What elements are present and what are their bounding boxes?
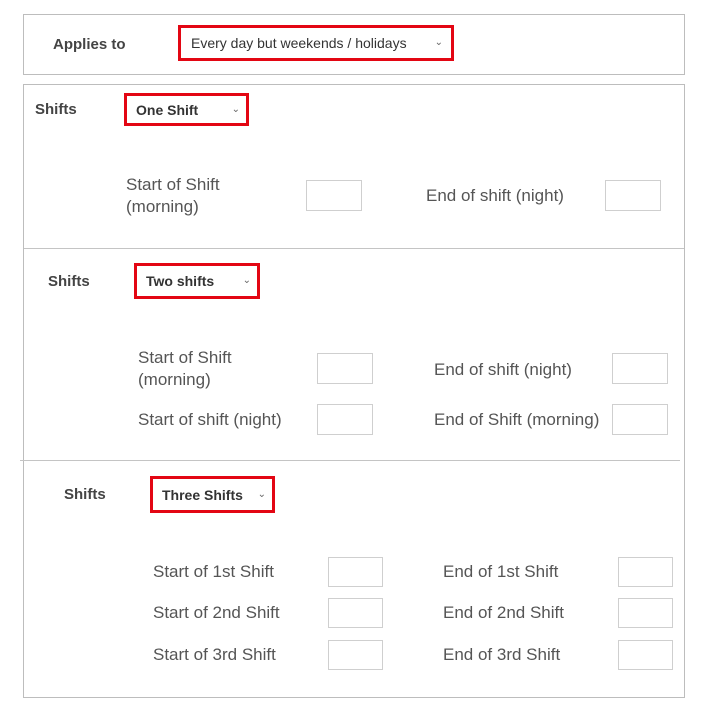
end-2nd-shift-input[interactable] — [618, 598, 673, 628]
two-shifts-dropdown[interactable] — [134, 263, 260, 299]
one-shift-value: One Shift — [136, 101, 199, 118]
two-shifts-section-label: Shifts — [48, 273, 90, 290]
applies-to-dropdown[interactable] — [178, 25, 454, 61]
chevron-down-icon: ⌄ — [231, 103, 240, 115]
two-shifts-start-night-label: Start of shift (night) — [138, 410, 282, 429]
end-of-shift-input[interactable] — [605, 180, 661, 211]
chevron-down-icon: ⌄ — [242, 274, 251, 286]
start-1st-shift-input[interactable] — [328, 557, 383, 587]
start-3rd-shift-input[interactable] — [328, 640, 383, 670]
applies-to-value: Every day but weekends / holidays — [191, 35, 407, 51]
three-shifts-section-label: Shifts — [64, 486, 106, 503]
end-1st-shift-input[interactable] — [618, 557, 673, 587]
end-1st-shift-label: End of 1st Shift — [443, 562, 559, 581]
end-2nd-shift-label: End of 2nd Shift — [443, 603, 564, 622]
end-3rd-shift-input[interactable] — [618, 640, 673, 670]
three-shifts-value: Three Shifts — [162, 486, 243, 503]
start-1st-shift-label: Start of 1st Shift — [153, 562, 274, 581]
start-of-shift-label: Start of Shift (morning) — [126, 175, 220, 216]
two-shifts-end-night-label: End of shift (night) — [434, 360, 572, 379]
two-shifts-end-morning-label: End of Shift (morning) — [434, 410, 600, 429]
two-shifts-start-night-input[interactable] — [317, 404, 373, 435]
applies-to-label: Applies to — [53, 36, 126, 53]
chevron-down-icon: ⌄ — [257, 488, 266, 500]
chevron-down-icon: ⌄ — [434, 36, 443, 48]
two-shifts-start-morning-label: Start of Shift (morning) — [138, 348, 232, 389]
one-shift-dropdown[interactable] — [124, 93, 249, 126]
two-shifts-end-morning-input[interactable] — [612, 404, 668, 435]
start-2nd-shift-input[interactable] — [328, 598, 383, 628]
section-divider — [20, 460, 680, 461]
three-shifts-dropdown[interactable] — [150, 476, 275, 513]
start-2nd-shift-label: Start of 2nd Shift — [153, 603, 280, 622]
start-of-shift-input[interactable] — [306, 180, 362, 211]
start-3rd-shift-label: Start of 3rd Shift — [153, 645, 276, 664]
one-shift-section-label: Shifts — [35, 101, 77, 118]
two-shifts-value: Two shifts — [146, 273, 215, 289]
end-3rd-shift-label: End of 3rd Shift — [443, 645, 561, 664]
two-shifts-end-night-input[interactable] — [612, 353, 668, 384]
section-divider — [24, 248, 684, 249]
end-of-shift-label: End of shift (night) — [426, 186, 564, 205]
two-shifts-start-morning-input[interactable] — [317, 353, 373, 384]
